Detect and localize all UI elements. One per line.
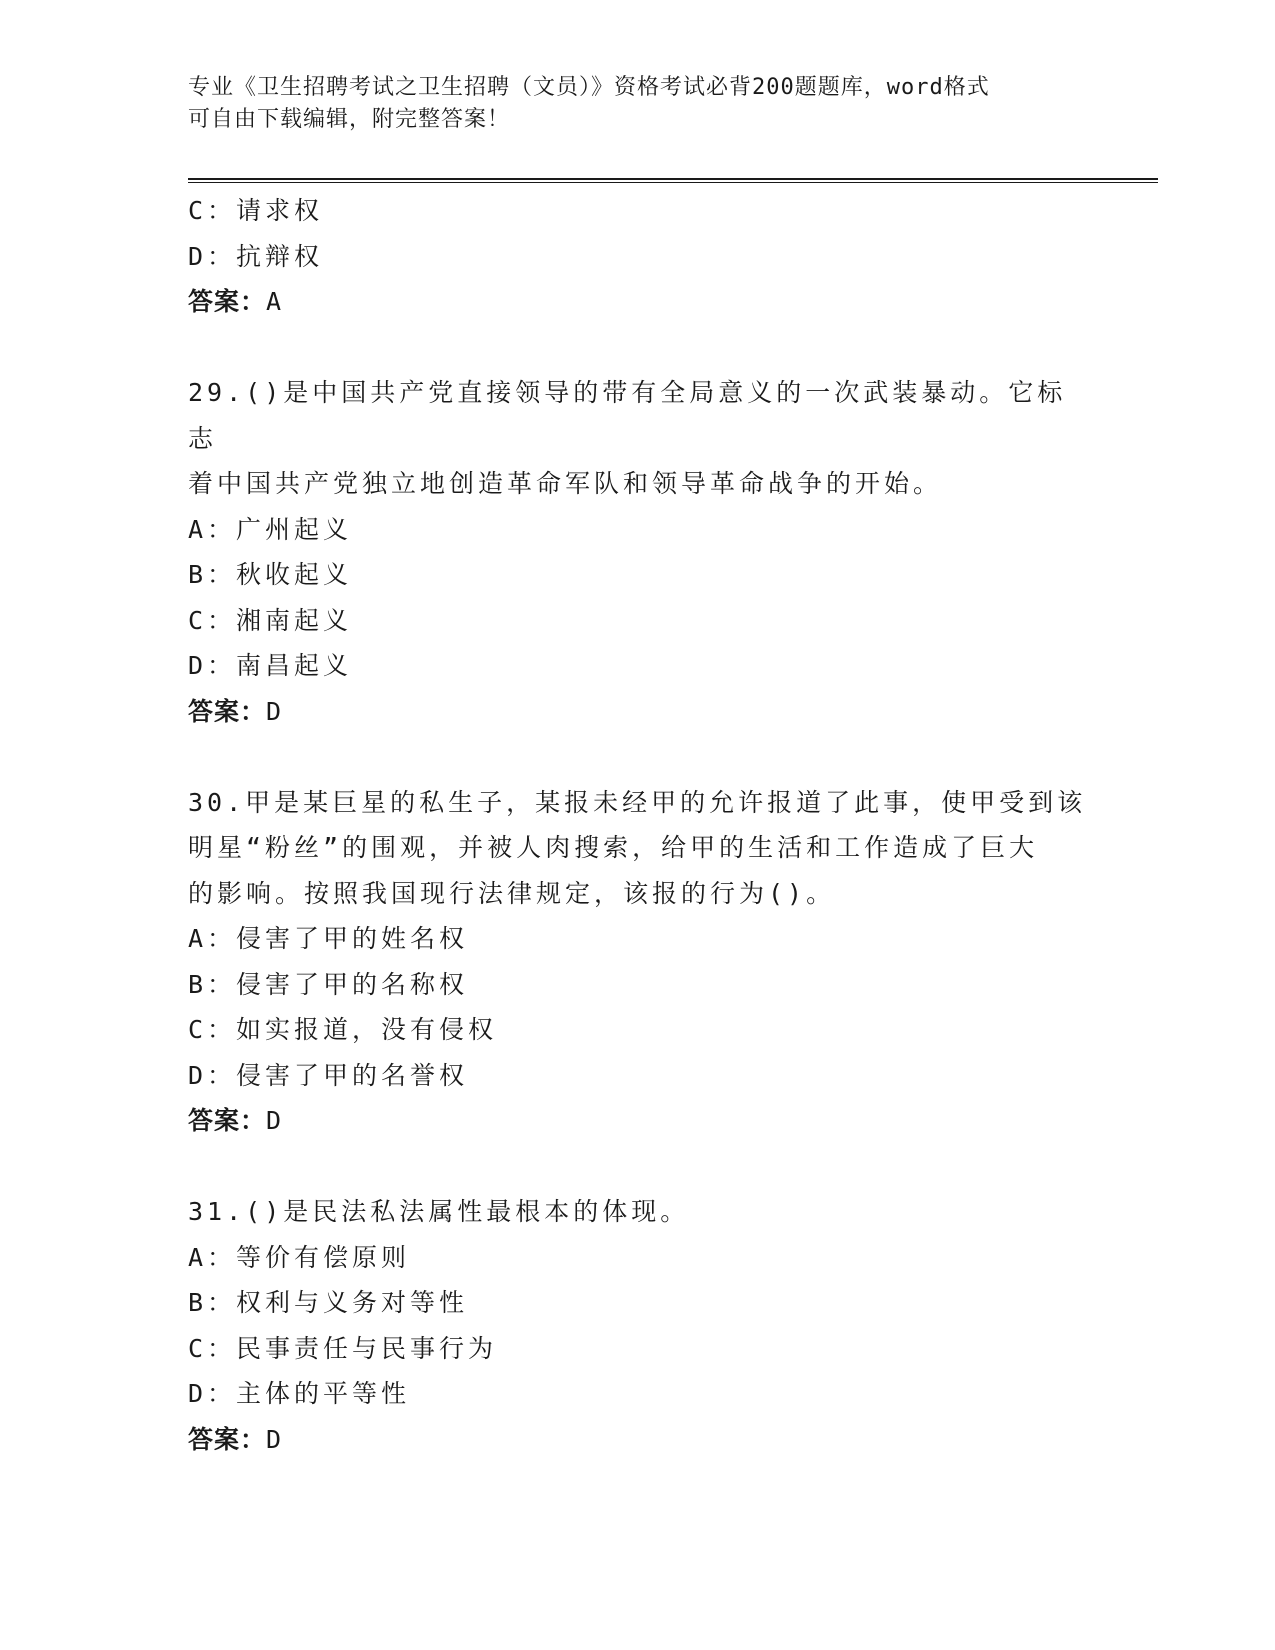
question-stem-line: 明星“粉丝”的围观，并被人肉搜索，给甲的生活和工作造成了巨大 [188,833,1039,862]
question-stem-line: 29.()是中国共产党直接领导的带有全局意义的一次武装暴动。它标志 [188,378,1067,453]
option-c: C：湘南起义 [188,605,353,635]
question-stem-line: 30.甲是某巨星的私生子，某报未经甲的允许报道了此事，使甲受到该 [188,787,1087,817]
answer-value: D [266,696,283,726]
spacer [188,734,1088,780]
answer-value: D [266,1106,283,1135]
question-29 [188,370,1088,734]
option-c: C：如实报道，没有侵权 [188,1015,498,1044]
option-b: B：权利与义务对等性 [188,1288,469,1317]
option-d: D：抗辩权 [188,241,324,271]
option-d: D：侵害了甲的名誉权 [188,1060,469,1090]
answer-label: 答案： [188,1106,267,1135]
answer-line [188,279,1088,325]
question-31 [188,1189,1088,1462]
spacer [188,325,1088,371]
question-stem-line: 着中国共产党独立地创造革命军队和领导革命战争的开始。 [188,469,943,498]
option-a: A：侵害了甲的姓名权 [188,924,469,953]
option-b: B：侵害了甲的名称权 [188,969,469,999]
answer-line [188,1417,1088,1463]
header-line-1: 专业《卫生招聘考试之卫生招聘（文员）》资格考试必背200题题库，word格式 [188,75,990,100]
answer-line [188,1098,1088,1144]
document-header [188,72,1088,136]
spacer [188,1144,1088,1190]
question-30 [188,780,1088,1144]
option-d: D：南昌起义 [188,651,353,680]
header-line-2: 可自由下载编辑，附完整答案！ [188,107,511,132]
answer-label: 答案： [188,287,267,316]
option-c: C：民事责任与民事行为 [188,1333,498,1363]
option-d: D：主体的平等性 [188,1379,411,1408]
answer-label: 答案： [188,1424,267,1454]
question-stem-line: 的影响。按照我国现行法律规定，该报的行为()。 [188,878,836,908]
answer-label: 答案： [188,696,267,726]
answer-value: A [266,287,283,316]
answer-value: D [266,1424,283,1454]
header-divider [188,178,1158,183]
question-28-continued [188,188,1088,325]
answer-line [188,689,1088,735]
option-b: B：秋收起义 [188,560,353,589]
question-stem-line: 31.()是民法私法属性最根本的体现。 [188,1197,690,1226]
question-content [188,188,1088,1462]
option-c: C：请求权 [188,196,324,225]
option-a: A：广州起义 [188,514,353,544]
option-a: A：等价有偿原则 [188,1242,411,1272]
